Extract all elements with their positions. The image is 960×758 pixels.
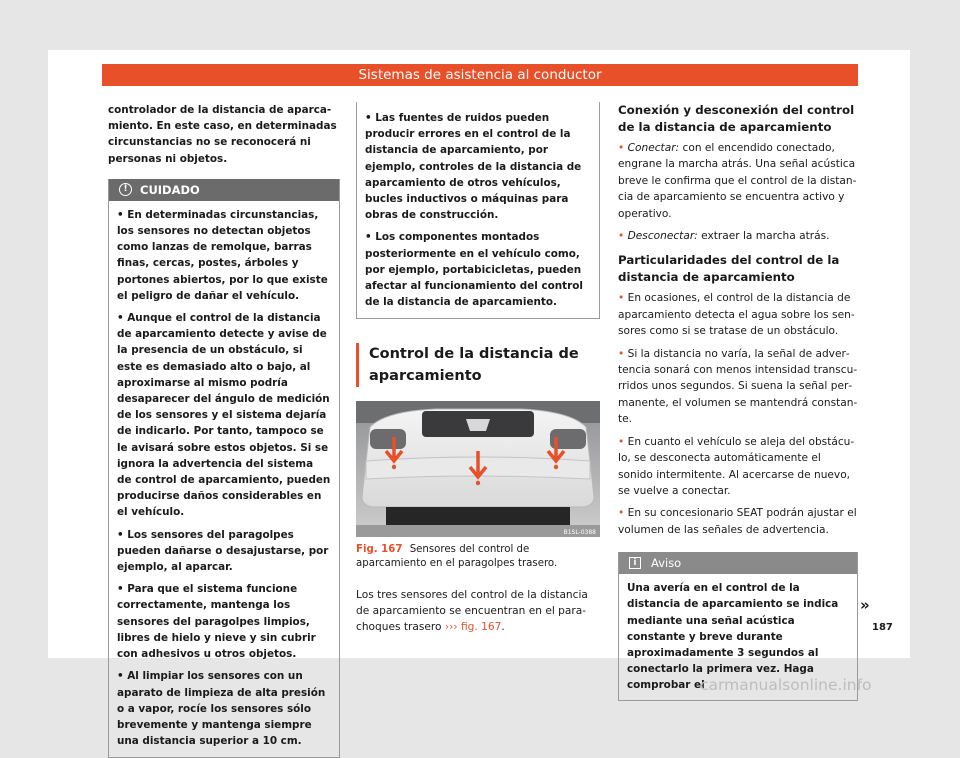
- caution-item: • Para que el sistema funcione correctamente, mantenga los sensores del paragolpes limpios, libres de hielo y nieve y sin cubrir con adhesivos u otros objetos.: [117, 583, 316, 661]
- bullet-item: • En su concesionario SEAT podrán ajustar el volumen de las señales de advertencia.: [618, 507, 857, 536]
- caution-circle-icon: !: [119, 183, 132, 196]
- bullet-item: • En cuanto el vehículo se aleja del obstáculo, se desconecta automáticamente el sonido intermitente. Al acercarse de nuevo, se vuelve a conectar.: [618, 435, 855, 497]
- figure-caption-text: Sensores del control de aparcamiento en el paragolpes trasero.: [356, 544, 558, 570]
- watermark: carmanualsonline.info: [700, 676, 872, 694]
- caution-item: • Los sensores del paragolpes pueden dañarse o desajustarse, por ejemplo, al aparcar.: [117, 528, 329, 574]
- caution-header: [109, 179, 339, 201]
- caution-item: • Aunque el control de la distancia de aparcamiento detecte y avise de la presencia de un obstáculo, si este es demasiado alto o bajo, al aproximarse al mismo podría desaparecer del ángulo de medición de los sensores y el sistema dejaría de indicarlo. Por tanto, tampoco se le avisará sobre estos objetos. Si se ignora la advertencia del sistema de control de aparcamiento, pueden producirse daños considerables en el vehículo.: [117, 312, 331, 519]
- info-icon: i: [629, 557, 641, 569]
- intro-paragraph: controlador de la distancia de aparcamiento. En este caso, en determinadas circunstancias no se reconocerá ni personas ni objetos.: [108, 104, 337, 165]
- column-right: [618, 102, 858, 701]
- figure-caption: [356, 543, 600, 570]
- caution-title: CUIDADO: [140, 182, 200, 197]
- bullet-item: • Si la distancia no varía, la señal de advertencia sonará con menos intensidad transcurridos unos segundos. Si suena la señal permanente, el volumen se mantendrá constante.: [618, 347, 858, 426]
- figure-rear-bumper: [356, 401, 600, 537]
- section-title: Control de la distancia de aparcamiento: [356, 343, 600, 387]
- figure-link[interactable]: ››› fig. 167: [444, 621, 502, 634]
- column-left: [108, 102, 340, 758]
- caution-item: • En determinadas circunstancias, los sensores no detectan objetos como lanzas de remolque, barras finas, cercas, postes, árboles y portones abiertos, por lo que existe el peligro de dañar el vehículo.: [117, 208, 328, 302]
- bullet-connect: • Conectar: con el encendido conectado, engrane la marcha atrás. Una señal acústica breve le confirma que el control de la distancia de aparcamiento se encuentra activo y operativo.: [618, 142, 857, 220]
- caution-item: • Los componentes montados posteriormente en el vehículo como, por ejemplo, portabicicletas, pueden afectar al funcionamiento del control de la distancia de aparcamiento.: [365, 231, 583, 309]
- continue-mark: »: [860, 596, 870, 614]
- page-number: 187: [872, 622, 893, 633]
- caution-continuation-box: [356, 102, 600, 319]
- caution-box: [108, 179, 340, 758]
- figure-number: Fig. 167: [356, 544, 403, 556]
- bullet-item: • En ocasiones, el control de la distancia de aparcamiento detecta el agua sobre los sensores como si se tratase de un obstáculo.: [618, 292, 855, 338]
- caution-body: [109, 201, 339, 758]
- note-title: Aviso: [651, 556, 682, 571]
- note-header: [619, 552, 857, 574]
- caution-item: • Al limpiar los sensores con un aparato de limpieza de alta presión o a vapor, rocíe los sensores sólo brevemente y mantenga siempre una distancia superior a 10 cm.: [117, 670, 326, 748]
- note-text: Una avería en el control de la distancia de aparcamiento se indica mediante una señal acústica constante y breve durante aproximadamente 3 segundos al conectarlo la primera vez. Haga comprobar el: [627, 582, 839, 692]
- rear-bumper-illustration: [356, 401, 600, 537]
- subheading-connection: Conexión y desconexión del control de la distancia de aparcamiento: [618, 103, 855, 134]
- body-paragraph: Los tres sensores del control de la distancia de aparcamiento se encuentran en el parachoques trasero ››› fig. 167.: [356, 588, 588, 634]
- column-middle: [356, 102, 600, 642]
- figure-code: B1SL-0388: [563, 529, 596, 537]
- page-header: Sistemas de asistencia al conductor: [102, 64, 858, 86]
- caution-item: • Las fuentes de ruidos pueden producir errores en el control de la distancia de aparcamiento, por ejemplo, controles de la distancia de aparcamiento de otros vehículos, bucles inductivos o máquinas para obras de construcción.: [365, 112, 582, 222]
- subheading-particularities: Particularidades del control de la distancia de aparcamiento: [618, 253, 840, 285]
- bullet-disconnect: • Desconectar: extraer la marcha atrás.: [618, 230, 830, 243]
